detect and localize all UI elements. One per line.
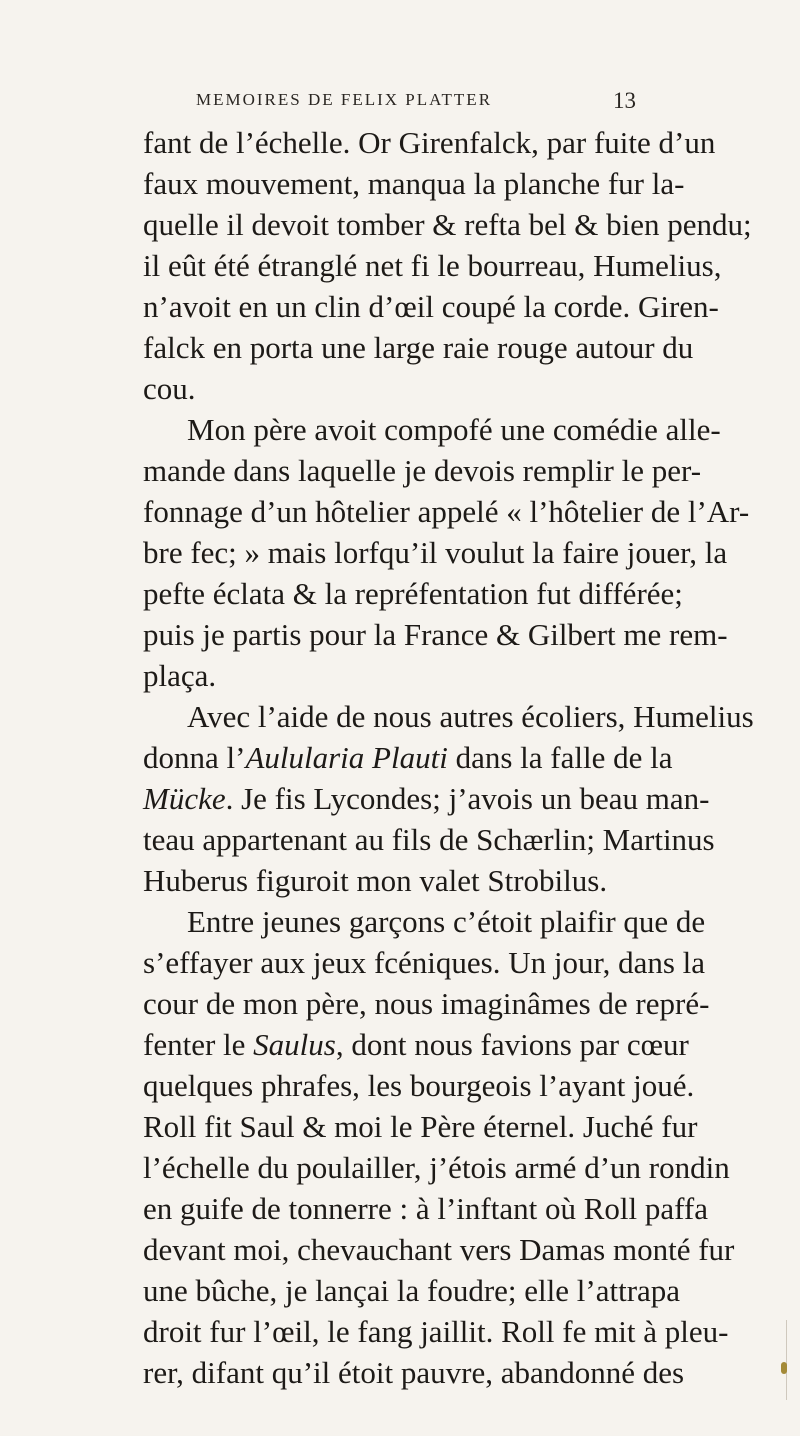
text-line: donna l’Aulularia Plauti dans la falle de la xyxy=(143,740,673,775)
text-line: quelle il devoit tomber & refta bel & bien pendu; xyxy=(143,207,752,242)
text-line: rer, difant qu’il étoit pauvre, abandonné des xyxy=(143,1355,685,1390)
page-edge-mark xyxy=(786,1320,787,1400)
text-line: l’échelle du poulailler, j’étois armé d’un rondin xyxy=(143,1150,730,1185)
text-line: plaça. xyxy=(143,658,217,693)
text-line: fant de l’échelle. Or Girenfalck, par fuite d’un xyxy=(143,125,716,160)
text-line: Avec l’aide de nous autres écoliers, Humelius xyxy=(187,699,754,734)
text-line: devant moi, chevauchant vers Damas monté fur xyxy=(143,1232,735,1267)
italic-title: Aulularia Plauti xyxy=(245,740,448,775)
text-line: droit fur l’œil, le fang jaillit. Roll fe mit à pleu- xyxy=(143,1314,729,1349)
text-line: Huberus figuroit mon valet Strobilus. xyxy=(143,863,608,898)
text-line: cour de mon père, nous imaginâmes de repré- xyxy=(143,986,710,1021)
italic-title: Saulus xyxy=(253,1027,336,1062)
text-line: puis je partis pour la France & Gilbert me rem- xyxy=(143,617,728,652)
text-line: une bûche, je lançai la foudre; elle l’attrapa xyxy=(143,1273,681,1308)
running-header xyxy=(196,90,636,118)
text-line: n’avoit en un clin d’œil coupé la corde. Giren- xyxy=(143,289,719,324)
text-line: Mücke. Je fis Lycondes; j’avois un beau man- xyxy=(143,781,710,816)
text-line: fonnage d’un hôtelier appelé « l’hôtelier de l’Ar- xyxy=(143,494,750,529)
text-line: cou. xyxy=(143,371,196,406)
text-line: teau appartenant au fils de Schærlin; Martinus xyxy=(143,822,715,857)
text-line: s’effayer aux jeux fcéniques. Un jour, dans la xyxy=(143,945,706,980)
text-line: bre fec; » mais lorfqu’il voulut la faire jouer, la xyxy=(143,535,728,570)
text-line: Entre jeunes garçons c’étoit plaifir que de xyxy=(187,904,706,939)
text-line: il eût été étranglé net fi le bourreau, Humelius, xyxy=(143,248,722,283)
italic-place: Mücke xyxy=(143,781,226,816)
paper-speck xyxy=(781,1362,787,1374)
text-line: quelques phrafes, les bourgeois l’ayant joué. xyxy=(143,1068,695,1103)
text-line: Roll fit Saul & moi le Père éternel. Juché fur xyxy=(143,1109,698,1144)
text-line: en guife de tonnerre : à l’inftant où Roll paffa xyxy=(143,1191,708,1226)
text-line: Mon père avoit compofé une comédie alle- xyxy=(187,412,721,447)
page-number: 13 xyxy=(613,88,636,113)
text-line: faux mouvement, manqua la planche fur la- xyxy=(143,166,685,201)
text-line: pefte éclata & la repréfentation fut différée; xyxy=(143,576,683,611)
text-line: falck en porta une large raie rouge autour du xyxy=(143,330,694,365)
running-title: MEMOIRES DE FELIX PLATTER xyxy=(196,90,493,109)
text-line: fenter le Saulus, dont nous favions par cœur xyxy=(143,1027,689,1062)
body-text xyxy=(143,122,754,1393)
text-line: mande dans laquelle je devois remplir le per- xyxy=(143,453,702,488)
